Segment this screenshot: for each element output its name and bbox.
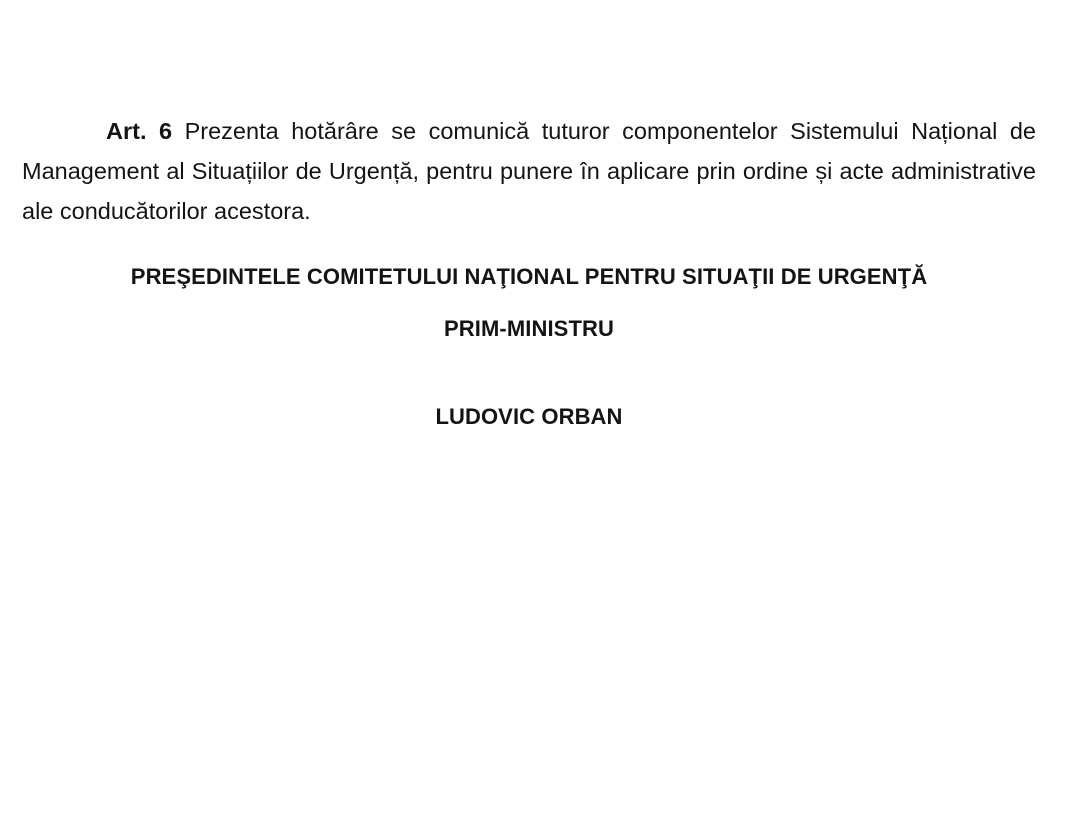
article-paragraph bbox=[22, 111, 1036, 231]
signature-title: PREŞEDINTELE COMITETULUI NAŢIONAL PENTRU SITUAŢII DE URGENŢĂ bbox=[130, 264, 928, 289]
article-label: Art. 6 bbox=[106, 118, 173, 144]
signature-name: LUDOVIC ORBAN bbox=[435, 404, 623, 429]
signature-role: PRIM-MINISTRU bbox=[444, 316, 614, 341]
article-text: Prezenta hotărâre se comunică tuturor componentelor Sistemului Național de Management al Situațiilor de Urgență, pentru punere în aplicare prin ordine și acte administrative ale conducătorilor acestora. bbox=[22, 118, 1036, 224]
